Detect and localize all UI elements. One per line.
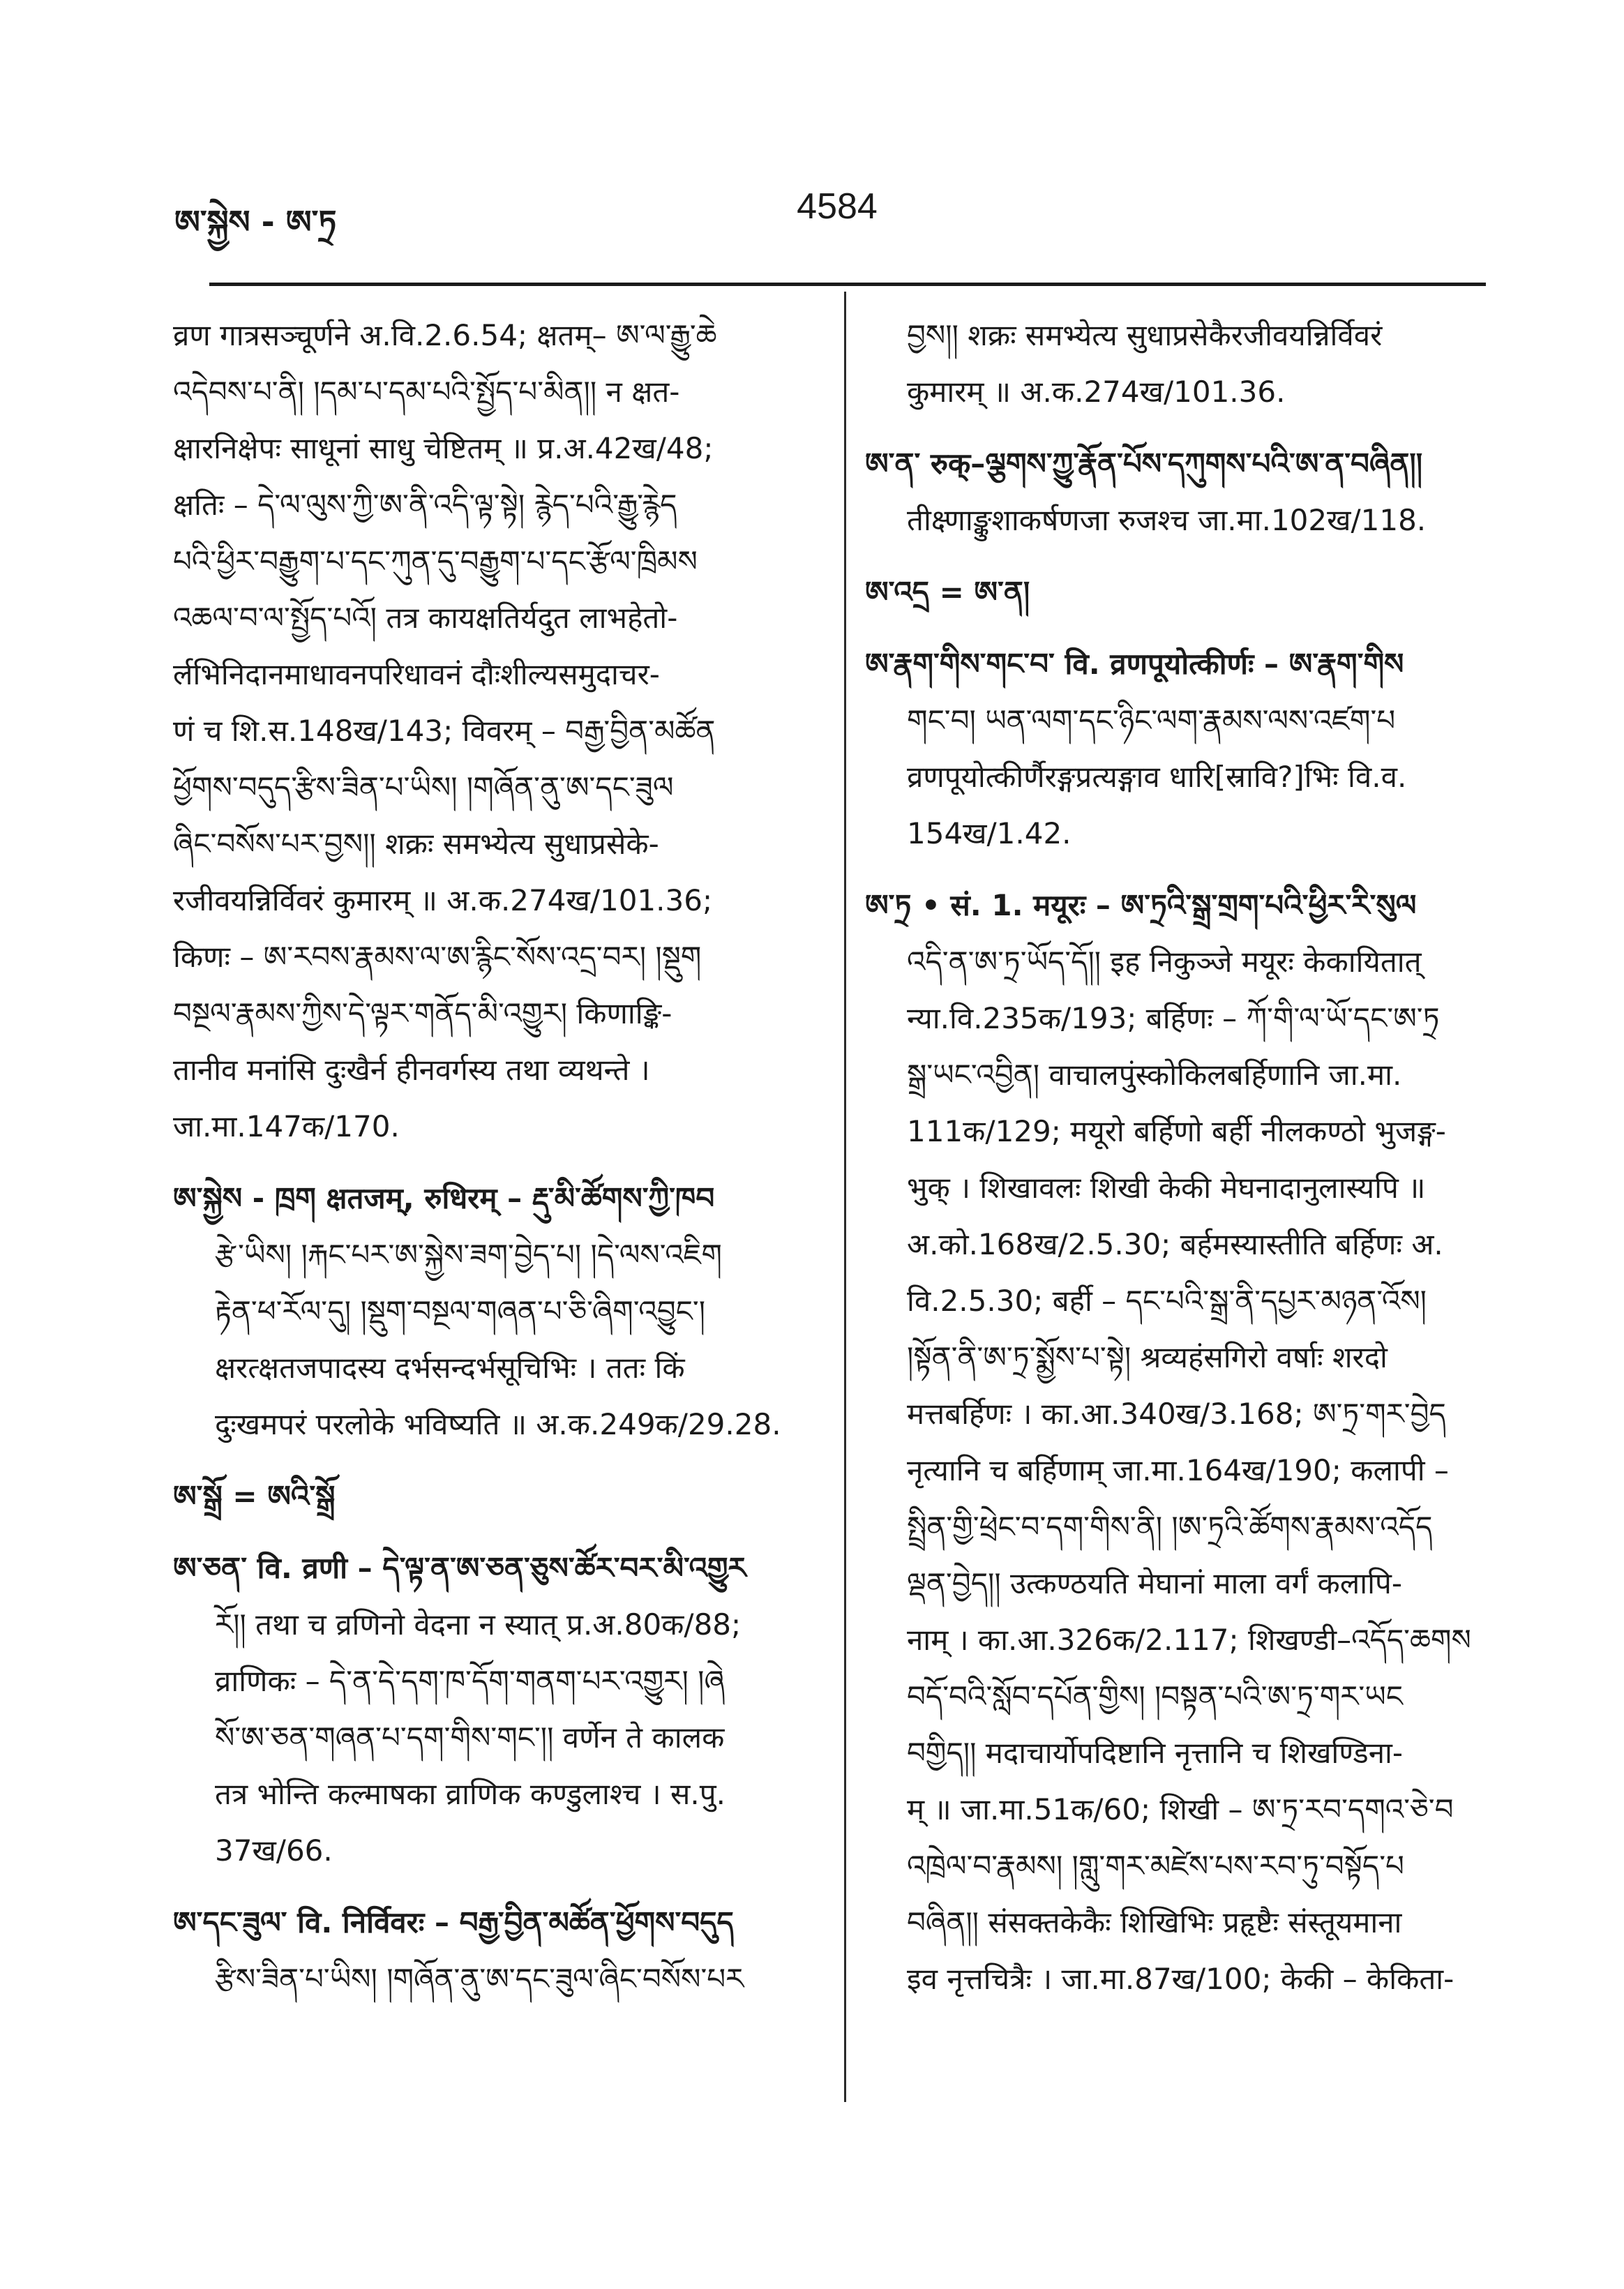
entry-line: क्षरत्क्षतजपादस्य दर्भसन्दर्भसूचिभिः । ततः किं: [215, 1351, 685, 1385]
entry-line: པའི་ཕྱིར་བརྒྱུག་པ་དང་ཀུན་དུ་བརྒྱུག་པ་དང་རྩོལ་ཁྲིམས: [173, 544, 698, 578]
entry-line: व्रण गात्रसञ्चूर्णने अ.वि.2.6.54; क्षतम्– ཨ་ལ་རྒྱུ་ཆེ: [173, 318, 717, 352]
entry-line: འཁྲེལ་བ་རྣམས། །གླུ་གར་མཛེས་པས་རབ་ཏུ་བསྟོད་པ: [907, 1849, 1404, 1883]
entry-line: འདེབས་པ་ནི། །དམ་པ་དམ་པའི་སྤྱོད་པ་མིན།། न क्षत-: [173, 375, 680, 409]
entry-line: 37ख/66.: [215, 1833, 333, 1868]
entry-line: 154ख/1.42.: [907, 816, 1072, 850]
entry-line: नाम् । का.आ.326क/2.117; शिखण्डी–འདོད་ཆགས: [907, 1623, 1471, 1657]
entry-line: ལྡན་བྱེད།། उत्कण्ठयति मेघानां माला वर्गं कलापि-: [907, 1566, 1402, 1600]
entry-line: །སྟོན་ནི་ཨ་ཏྲ་སྨྱོས་པ་སྟེ། श्रव्यहंसगिरो वर्षाः शरदो: [907, 1340, 1388, 1374]
dictionary-entry: [865, 877, 1486, 2007]
left-column: [173, 307, 815, 2022]
entry-line: བྱས།། शक्रः समभ्येत्य सुधाप्रसेकैरजीवयन्निर्विवरं: [907, 318, 1383, 352]
entry-line: जा.मा.147क/170.: [173, 1109, 400, 1143]
cross-reference-entry: [173, 1468, 815, 1524]
cross-reference-entry: [865, 564, 1486, 620]
entry-line: कुमारम् ॥ अ.क.274ख/101.36.: [907, 375, 1286, 409]
entry-line: ཕྱོགས་བདུད་རྩིས་ཟིན་པ་ཡིས། །གཞོན་ནུ་ཨ་དང་ཟུལ: [173, 770, 674, 804]
dictionary-entry: [173, 1894, 815, 2007]
entry-headword-line: ཨ་སྒྲོ = ཨའི་སྒྲོ: [173, 1479, 336, 1513]
entry-headword-line: ཨ་ཏྲ • सं. 1. मयूरः – ཨ་ཏྲའི་སྒྲ་གྲག་པའི་ཕྱིར་རི་སུལ: [865, 888, 1417, 922]
entry-line: བགྱིད།། मदाचार्योपदिष्टानि नृत्तानि च शिखण्डिना-: [907, 1736, 1404, 1770]
entry-line: क्षारनिक्षेपः साधूनां साधु चेष्टितम् ॥ प्र.अ.42ख/48;: [173, 431, 714, 465]
entry-line: अ.को.168ख/2.5.30; बर्हमस्यास्तीति बर्हिणः अ.: [907, 1227, 1443, 1261]
entry-line: རོ།། तथा च व्रणिनो वेदना न स्यात् प्र.अ.80क/88;: [215, 1607, 742, 1642]
entry-headword-line: ཨ་རྣག་གིས་གང་བ་ वि. व्रणपूयोत्कीर्णः – ཨ་རྣག་གིས: [865, 647, 1404, 681]
entry-line: འཆལ་བ་ལ་སྤྱོད་པའོ། तत्र कायक्षतिर्यदुत लाभहेतो-: [173, 601, 678, 635]
entry-line: व्राणिकः – དེ་ན་དེ་དག་ཁ་དོག་གནག་པར་འགྱུར། །ཞེ: [215, 1664, 725, 1698]
entry-line: तानीव मनांसि दुःखैर्न हीनवर्गस्य तथा व्यथन्ते ।: [173, 1053, 650, 1087]
entry-headword-line: ཨ་ཅན་ वि. व्रणी – དེ་ལྟ་ན་ཨ་ཅན་ཅུས་ཚོར་བར་མི་འགྱུར: [173, 1551, 746, 1585]
right-column: [865, 307, 1486, 2022]
dictionary-entry-continued: [865, 307, 1486, 420]
entry-line: तत्र भोन्ति कल्माषका व्राणिक कण्डुलाश्च । स.पु.: [215, 1777, 725, 1811]
entry-line: ཞིང་བསོས་པར་བྱས།། शक्रः समभ्येत्य सुधाप्रसेके-: [173, 827, 659, 861]
entry-headword-line: ཨ་དང་ཟུལ་ वि. निर्विवरः – བརྒྱ་བྱིན་མཚོན་ཕྱོགས་བདུད: [173, 1905, 734, 1939]
dictionary-entry: [173, 1540, 815, 1879]
entry-line: रजीवयन्निर्विवरं कुमारम् ॥ अ.क.274ख/101.36;: [173, 883, 713, 917]
entry-headword-line: ཨ་སྐྱེས - ཁྲག क्षतजम्, रुधिरम् – རྡུ་མི་ཚོགས་ཀྱི་ཁབ: [173, 1181, 715, 1215]
entry-line: र्लभिनिदानमाधावनपरिधावनं दौःशील्यसमुदाचर-: [173, 657, 660, 691]
dictionary-entry: [865, 636, 1486, 862]
page-number: 4584: [797, 186, 878, 227]
entry-line: क्षतिः – དེ་ལ་ལུས་ཀྱི་ཨ་ནི་འདི་ལྟ་སྟེ། རྙེད་པའི་རྒྱུ་རྙེད: [173, 488, 677, 522]
entry-line: वि.2.5.30; बर्ही – དང་པའི་སྒྲ་ནི་དཔྱར་མཉན་འོས།: [907, 1284, 1427, 1318]
entry-line: རྟེན་ཕ་རོལ་དུ། །སྡུག་བསྔལ་གཞན་པ་ཅི་ཞིག་འབྱུང་།: [215, 1294, 706, 1328]
entry-line: འདི་ན་ཨ་ཏྲ་ཡོད་དོ།། इह निकुञ्जे मयूरः केकायितात्: [907, 945, 1422, 979]
entry-line: न्या.वि.235क/193; बर्हिणः – ཀོ་གི་ལ་ཡོ་དང་ཨ་ཏྲ: [907, 1001, 1440, 1035]
dictionary-entry: [865, 435, 1486, 548]
entry-line: བསྔལ་རྣམས་ཀྱིས་དེ་ལྟར་གནོད་མི་འགྱུར། किणाङ्कि-: [173, 996, 672, 1030]
entry-line: व्रणपूयोत्कीर्णैरङ्गप्रत्यङ्गाव धारि[स्रावि?]भिः वि.व.: [907, 760, 1407, 794]
column-divider: [844, 292, 846, 2102]
entry-line: བཞིན།། संसक्तकेकैः शिखिभिः प्रहृष्टैः संस्तूयमाना: [907, 1905, 1402, 1939]
entry-line: སོ་ཨ་ཅན་གཞན་པ་དག་གིས་གང་།། वर्णेन ते कालक: [215, 1720, 725, 1755]
entry-line: རྩེ་ཡིས། །རྐང་པར་ཨ་སྐྱེས་ཟག་བྱེད་པ། །དེ་ལས་འཇིག: [215, 1238, 722, 1272]
entry-headword-line: ཨ་ན་ रुक्–ལྕགས་ཀྱུ་རྣོན་པོས་དཀུགས་པའི་ཨ་ན་བཞིན།།: [865, 446, 1423, 481]
entry-line: 111क/129; मयूरो बर्हिणो बर्ही नीलकण्ठो भुजङ्ग-: [907, 1114, 1446, 1148]
dictionary-entry: [173, 307, 815, 1155]
entry-line: རྩིས་ཟིན་པ་ཡིས། །གཞོན་ནུ་ཨ་དང་ཟུལ་ཞིང་བསོས་པར: [215, 1962, 744, 1996]
entry-line: སྤྲིན་གྱི་ཕྲེང་བ་དག་གིས་ནི། །ཨ་ཏྲའི་ཚོགས་རྣམས་འདོད: [907, 1510, 1433, 1544]
entry-line: བདོ་བའི་སློབ་དཔོན་གྱིས། །བསྟན་པའི་ཨ་ཏྲ་གར་ཡང: [907, 1679, 1403, 1713]
entry-line: णं च शि.स.148ख/143; विवरम् – བརྒྱ་བྱིན་མཚོན: [173, 714, 716, 748]
entry-line: इव नृत्तचित्रैः । जा.मा.87ख/100; केकी – केकिता-: [907, 1962, 1454, 1996]
entry-line: तीक्ष्णाङ्कुशाकर्षणजा रुजश्च जा.मा.102ख/118.: [907, 503, 1427, 537]
entry-line: मत्तबर्हिणः । का.आ.340ख/3.168; ཨ་ཏྲ་གར་བྱེད: [907, 1397, 1446, 1431]
header-rule: [209, 283, 1486, 286]
entry-line: སྒྲ་ཡང་འབྱིན། वाचालपुंस्कोकिलबर्हिणानि जा.मा.: [907, 1058, 1402, 1092]
entry-line: म् ॥ जा.मा.51क/60; शिखी – ཨ་ཏྲ་རབ་དགའ་ཅེ་བ: [907, 1792, 1454, 1826]
entry-line: नृत्यानि च बर्हिणाम् जा.मा.164ख/190; कलापी –: [907, 1453, 1449, 1487]
entry-line: གང་བ། ཡན་ལག་དང་ཉིང་ལག་རྣམས་ལས་འཛག་པ: [907, 703, 1396, 737]
entry-line: दुःखमपरं परलोके भविष्यति ॥ अ.क.249क/29.28.: [215, 1407, 781, 1441]
running-header-range: ཨ་སྐྱེས - ཨ་ཏྲ: [174, 203, 337, 241]
entry-line: किणः – ཨ་རབས་རྣམས་ལ་ཨ་རྙིང་སོས་འདྲ་བར། །སྡུག: [173, 940, 702, 974]
entry-line: भुक् । शिखावलः शिखी केकी मेघनादानुलास्यपि ॥: [907, 1171, 1426, 1205]
dictionary-entry: [173, 1170, 815, 1453]
entry-headword-line: ཨ་འདྲ = ཨ་ན།: [865, 575, 1030, 609]
